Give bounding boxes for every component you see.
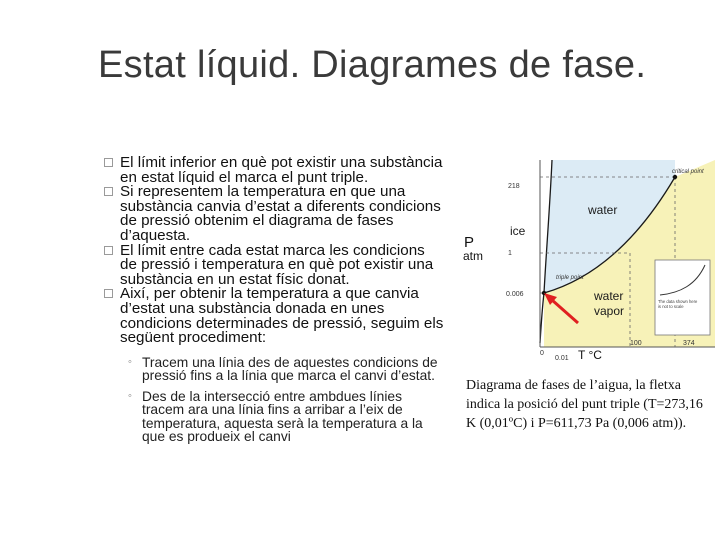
triple-point-label: triple point: [556, 275, 584, 281]
y-tick-1: 1: [508, 250, 512, 257]
sub-bullet-marker-icon: ◦: [128, 390, 132, 403]
y-axis-unit: atm: [463, 249, 484, 263]
bullet-marker-icon: [104, 246, 113, 255]
page-title: Estat líquid. Diagrames de fase.: [98, 44, 647, 86]
critical-point-label: critical point: [672, 169, 704, 175]
x-tick-0: 0: [540, 350, 544, 357]
sub-bullet-list: [104, 356, 444, 443]
y-tick-218: 218: [508, 183, 520, 190]
sub-bullet-item: ◦ Des de la intersecció entre ambdues línies tracem ara una línia fins a arribar a l’eix de temperatura, aquesta serà la temperatura a la que es produeix el canvi: [128, 389, 423, 444]
phase-diagram-figure: [460, 155, 720, 370]
y-axis-label: P: [464, 234, 475, 251]
bullet-item: El límit inferior en què pot existir una substància en estat líquid el marca el punt triple.: [104, 156, 444, 185]
bullet-marker-icon: [104, 187, 113, 196]
water-label: water: [588, 203, 618, 217]
figure-caption: Diagrama de fases de l’aigua, la fletxa indica la posició del punt triple (T=273,16 K (0,01ºC) i P=611,73 Pa (0,006 atm)).: [466, 378, 703, 431]
vapor-label-line2: vapor: [594, 304, 625, 318]
bullet-list: [104, 156, 444, 451]
x-tick-374: 374: [683, 340, 695, 347]
x-tick-001: 0.01: [555, 355, 569, 362]
bullet-marker-icon: [104, 289, 113, 298]
critical-point-marker: [673, 175, 677, 179]
bullet-item: Si representem la temperatura en que una substància canvia d’estat a diferents condicions de pressió obtenim el diagrama de fases d’aquesta.: [104, 185, 444, 243]
vapor-label-line1: water: [594, 289, 624, 303]
bullet-item: Així, per obtenir la temperatura a que canvia d’estat una substància donada en unes condicions determinades de pressió, seguim els següent procediment:: [104, 287, 444, 345]
ice-label: ice: [510, 224, 526, 238]
inset-note: The data shown here is not to scale: [658, 299, 698, 309]
bullet-item: El límit entre cada estat marca les condicions de pressió i temperatura en què pot existir una substància en un estat físic donat.: [104, 244, 444, 288]
phase-diagram: [460, 155, 720, 370]
bullet-marker-icon: [104, 158, 113, 167]
x-axis-label: T °C: [578, 348, 602, 362]
sub-bullet-item: ◦ Tracem una línia des de aquestes condicions de pressió fins a la línia que marca el canvi d’estat.: [128, 354, 438, 383]
y-tick-0006: 0.006: [506, 291, 524, 298]
x-tick-100: 100: [630, 340, 642, 347]
sub-bullet-marker-icon: ◦: [128, 355, 132, 368]
